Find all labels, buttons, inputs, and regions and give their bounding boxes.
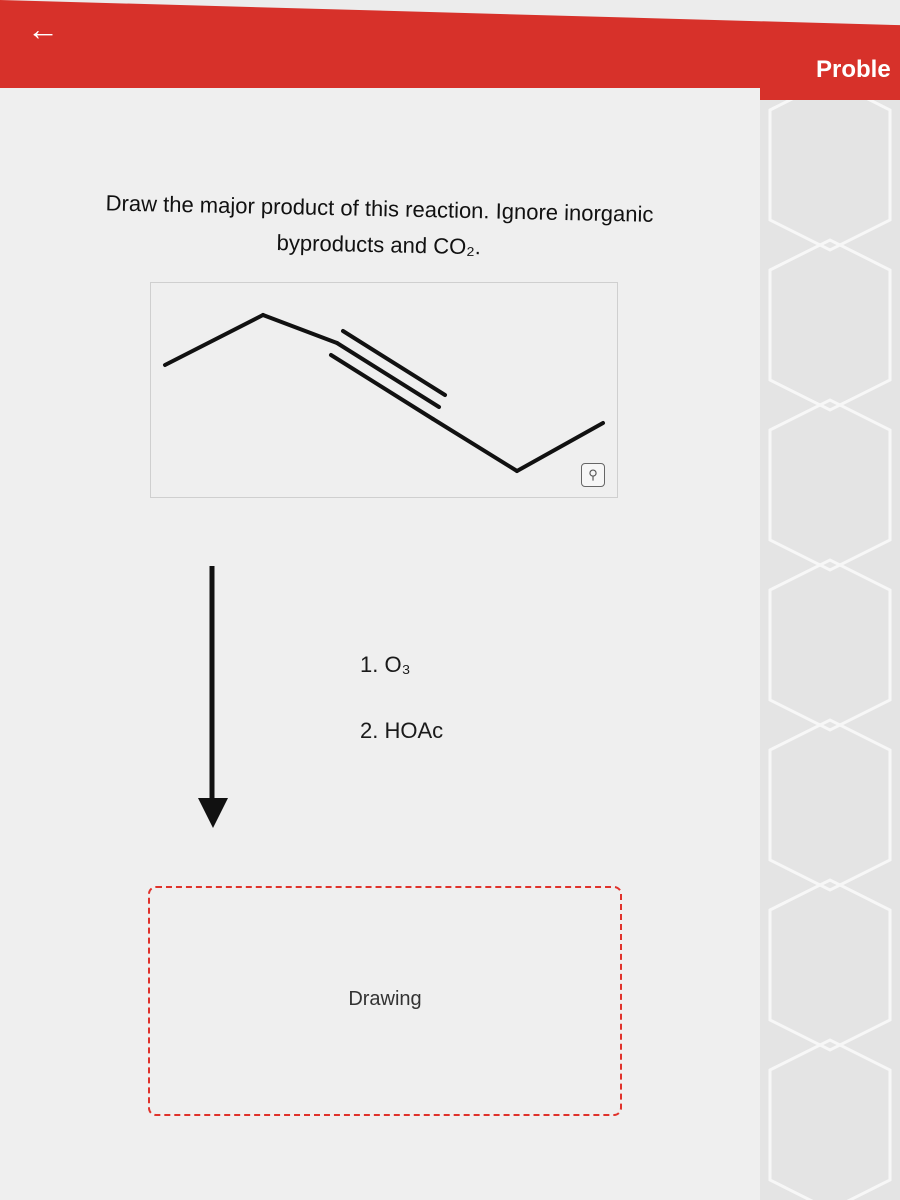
reactant-structure-svg — [151, 283, 617, 497]
question-text — [38, 184, 719, 270]
alkyne-bond-1 — [337, 343, 439, 407]
alkyne-bond-3 — [343, 331, 445, 395]
problem-tab-label[interactable]: Proble — [816, 56, 891, 83]
question-panel — [0, 88, 760, 1200]
magnifier-icon[interactable]: ⚲ — [581, 463, 605, 487]
bond-ethyl-left — [165, 315, 263, 365]
hexagon-pattern-panel — [760, 100, 900, 1200]
reaction-arrow — [196, 562, 232, 832]
reactant-structure-box — [150, 282, 618, 498]
reagent-step-1: 1. O₃ — [360, 652, 411, 677]
drawing-answer-box[interactable] — [148, 886, 622, 1116]
reagent-step-2: 2. HOAc — [360, 718, 444, 743]
question-line-2: byproducts and CO₂. — [276, 229, 482, 260]
down-arrow-icon — [196, 562, 232, 832]
bond-alkyne-to-right — [433, 419, 517, 471]
question-line-1: Draw the major product of this reaction. Ignore inorganic — [105, 190, 654, 227]
back-arrow-icon[interactable]: ← — [27, 11, 59, 47]
alkyne-bond-2 — [331, 355, 433, 419]
bond-left-to-alkyne — [263, 315, 337, 343]
hexagon-background-pattern — [760, 100, 900, 1200]
drawing-label: Drawing — [348, 988, 422, 1010]
